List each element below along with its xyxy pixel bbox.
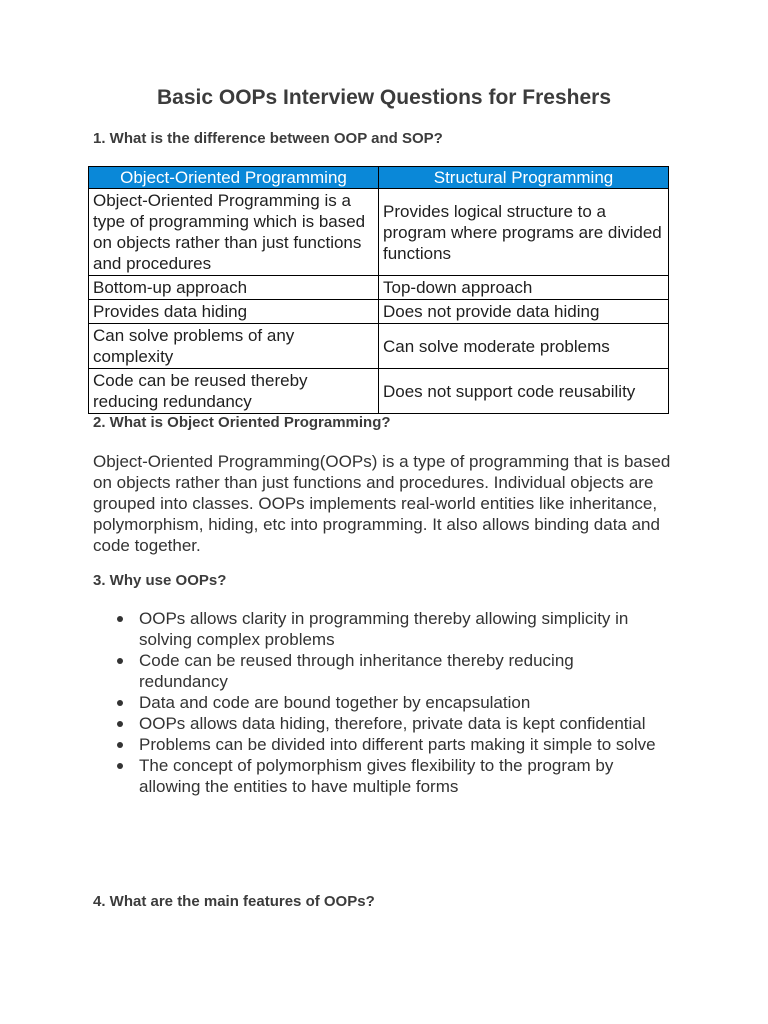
table-header-row bbox=[89, 167, 669, 189]
list-item-text: Problems can be divided into different parts making it simple to solve bbox=[139, 735, 656, 754]
table-cell: Provides data hiding bbox=[89, 300, 379, 324]
table-cell: Code can be reused thereby reducing redundancy bbox=[89, 369, 379, 414]
list-item-text: OOPs allows data hiding, therefore, private data is kept confidential bbox=[139, 714, 646, 733]
question-2-answer: Object-Oriented Programming(OOPs) is a type of programming that is based on objects rather than just functions and procedures. Individual objects are grouped into classes. OOPs implements real-world entities like inheritance, polymorphism, hiding, etc into programming. It also allows binding data and code together. bbox=[93, 452, 671, 555]
table-row bbox=[89, 369, 669, 414]
table-header-oop: Object-Oriented Programming bbox=[89, 167, 379, 189]
comparison-table bbox=[88, 166, 669, 414]
question-3-bullet-list bbox=[115, 608, 660, 797]
list-item-text: Code can be reused through inheritance thereby reducing redundancy bbox=[139, 651, 574, 691]
bullet-icon bbox=[117, 721, 123, 727]
list-item-text: The concept of polymorphism gives flexibility to the program by allowing the entities to have multiple forms bbox=[139, 756, 614, 796]
page-title: Basic OOPs Interview Questions for Freshers bbox=[157, 86, 611, 109]
table-cell: Provides logical structure to a program where programs are divided functions bbox=[379, 189, 669, 276]
table-cell: Can solve moderate problems bbox=[379, 324, 669, 369]
table-row bbox=[89, 276, 669, 300]
list-item bbox=[115, 755, 660, 797]
bullet-icon bbox=[117, 658, 123, 664]
table-row bbox=[89, 300, 669, 324]
bullet-icon bbox=[117, 616, 123, 622]
list-item bbox=[115, 650, 660, 692]
table-cell: Does not support code reusability bbox=[379, 369, 669, 414]
list-item-text: OOPs allows clarity in programming thereby allowing simplicity in solving complex problems bbox=[139, 609, 629, 649]
question-4-heading: 4. What are the main features of OOPs? bbox=[93, 893, 375, 910]
table-header-sop: Structural Programming bbox=[379, 167, 669, 189]
question-3-heading: 3. Why use OOPs? bbox=[93, 572, 227, 589]
bullet-icon bbox=[117, 742, 123, 748]
table-cell: Does not provide data hiding bbox=[379, 300, 669, 324]
table-cell: Top-down approach bbox=[379, 276, 669, 300]
list-item-text: Data and code are bound together by encapsulation bbox=[139, 693, 531, 712]
question-1-heading: 1. What is the difference between OOP and SOP? bbox=[93, 130, 443, 147]
list-item bbox=[115, 713, 660, 734]
bullet-icon bbox=[117, 763, 123, 769]
bullet-icon bbox=[117, 700, 123, 706]
table-row bbox=[89, 324, 669, 369]
list-item bbox=[115, 692, 660, 713]
table-row bbox=[89, 189, 669, 276]
list-item bbox=[115, 734, 660, 755]
question-2-heading: 2. What is Object Oriented Programming? bbox=[93, 414, 391, 431]
table-cell: Object-Oriented Programming is a type of programming which is based on objects rather than just functions and procedures bbox=[89, 189, 379, 276]
list-item bbox=[115, 608, 660, 650]
table-cell: Bottom-up approach bbox=[89, 276, 379, 300]
table-cell: Can solve problems of any complexity bbox=[89, 324, 379, 369]
